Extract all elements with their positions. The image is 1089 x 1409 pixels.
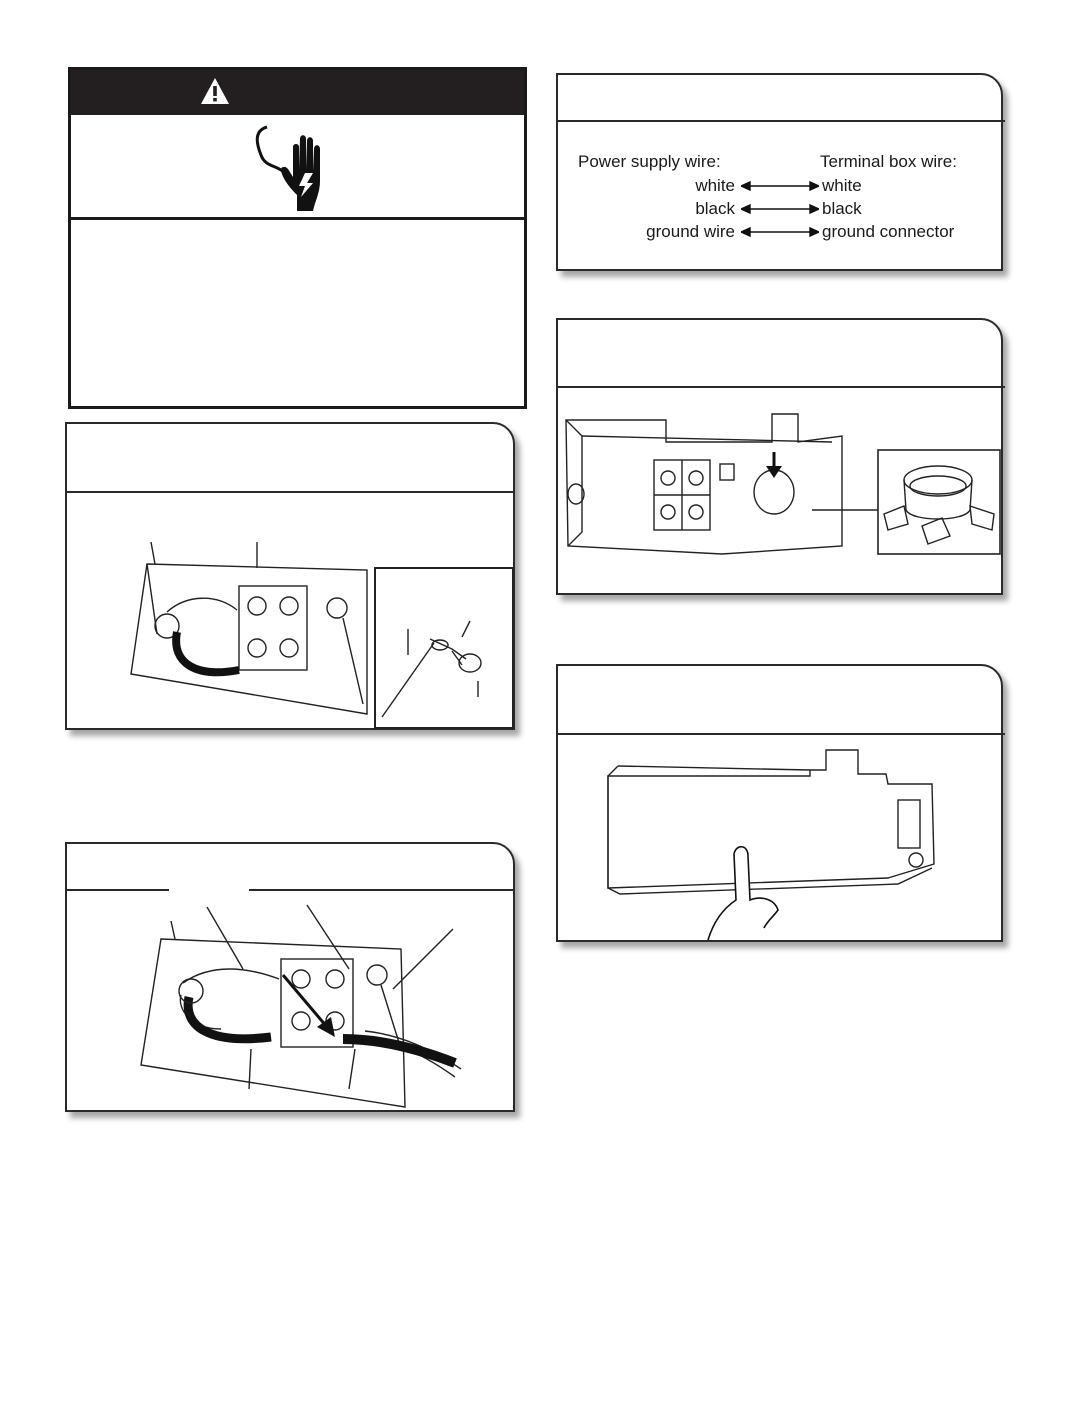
- terminal-block-illustration: [127, 534, 377, 724]
- warning-header-bar: [71, 70, 524, 115]
- terminal-box-wire-heading: Terminal box wire:: [820, 152, 957, 171]
- ground-screw-inset: [374, 567, 514, 729]
- wire-connection-illustration: [131, 899, 511, 1109]
- terminal-wire-black: black: [822, 199, 862, 218]
- knockout-panel: [556, 318, 1003, 595]
- wire-connection-illustration-panel: [65, 842, 515, 1112]
- cover-plate-illustration: [598, 744, 948, 940]
- warning-box: [68, 67, 527, 409]
- panel-header-divider: [67, 491, 513, 493]
- connection-arrows: [741, 175, 819, 245]
- terminal-ground-connector: ground connector: [822, 222, 955, 241]
- terminal-wire-white: white: [822, 176, 862, 195]
- terminal-block-panel: [65, 422, 515, 730]
- warning-triangle-icon: [199, 76, 231, 106]
- power-supply-wire-heading: Power supply wire:: [578, 152, 721, 171]
- warning-divider: [71, 217, 524, 220]
- panel-header-divider-right: [249, 889, 513, 891]
- terminal-box-knockout-illustration: [562, 406, 1002, 592]
- power-wire-black: black: [695, 199, 735, 218]
- power-wire-white: white: [695, 176, 735, 195]
- power-wire-ground: ground wire: [646, 222, 735, 241]
- panel-header-divider-left: [67, 889, 169, 891]
- electrical-shock-hand-icon: [247, 125, 347, 213]
- panel-header-divider: [558, 733, 1005, 735]
- cover-plate-panel: [556, 664, 1003, 942]
- panel-header-divider: [558, 120, 1005, 122]
- wire-connection-panel: [556, 73, 1003, 271]
- panel-header-divider: [558, 386, 1005, 388]
